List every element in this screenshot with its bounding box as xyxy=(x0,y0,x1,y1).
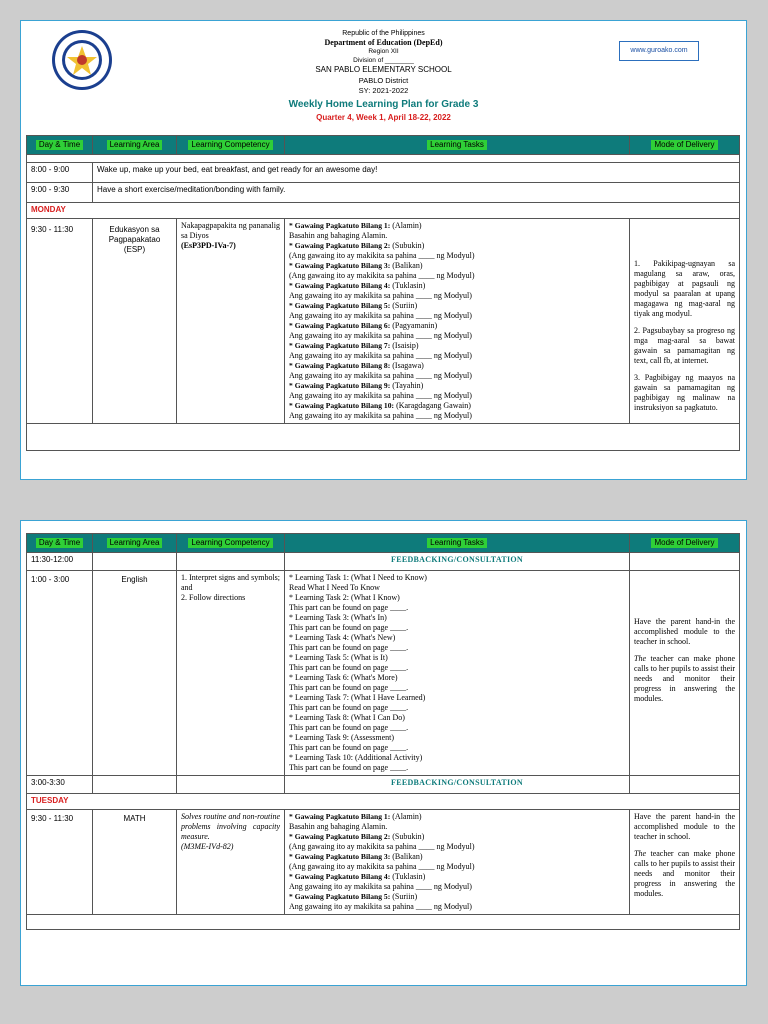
time-cell: 9:30 - 11:30 xyxy=(27,810,93,915)
task-line: This part can be found on page ____. xyxy=(289,763,409,772)
task-line: * Gawaing Pagkatuto Bilang 2: (Subukin) xyxy=(289,241,425,250)
table-row xyxy=(27,163,740,183)
col-learning-tasks: Learning Tasks xyxy=(427,538,487,548)
tasks-cell xyxy=(285,571,630,776)
day-row-monday xyxy=(27,203,740,219)
time-cell: 8:00 - 9:00 xyxy=(27,163,93,183)
plan-table-1 xyxy=(26,135,740,451)
task-line: * Gawaing Pagkatuto Bilang 7: (Isaisip) xyxy=(289,341,419,350)
col-learning-competency: Learning Competency xyxy=(188,538,272,548)
day-row-tuesday xyxy=(27,794,740,810)
feedback-label: FEEDBACKING/CONSULTATION xyxy=(285,553,630,571)
task-line: This part can be found on page ____. xyxy=(289,663,409,672)
competency-text: Nakapagpapakita ng pananalig sa Diyos xyxy=(181,221,280,240)
activity-cell: Have a short exercise/meditation/bonding with family. xyxy=(93,183,740,203)
competency-cell xyxy=(177,219,285,424)
competency-text: Solves routine and non-routine problems involving capacity measure. xyxy=(181,812,280,841)
delivery-text: The teacher can make phone calls to her pupils to assist their needs and monitor their progress in answering the modules. xyxy=(634,654,735,703)
task-line: * Learning Task 4: (What's New) xyxy=(289,633,396,642)
table-row xyxy=(27,810,740,915)
delivery-cell xyxy=(630,219,740,424)
competency-text: 1. Interpret signs and symbols; and xyxy=(181,573,280,592)
col-learning-area: Learning Area xyxy=(107,140,163,150)
col-day-time: Day & Time xyxy=(36,140,83,150)
website-link[interactable]: www.guroako.com xyxy=(619,41,699,61)
page-1 xyxy=(20,20,747,480)
task-line: (Ang gawaing ito ay makikita sa pahina ____ ng Modyul) xyxy=(289,251,475,260)
task-line: * Gawaing Pagkatuto Bilang 3: (Balikan) xyxy=(289,852,423,861)
task-line: This part can be found on page ____. xyxy=(289,683,409,692)
district-text: PABLO District xyxy=(358,75,409,85)
competency-code: (EsP3PD-IVa-7) xyxy=(181,241,236,250)
table-row xyxy=(27,571,740,776)
competency-code: (M3ME-IVd-82) xyxy=(181,842,234,851)
task-line: * Gawaing Pagkatuto Bilang 5: (Suriin) xyxy=(289,892,418,901)
task-line: * Learning Task 9: (Assessment) xyxy=(289,733,395,742)
task-line: Ang gawaing ito ay makikita sa pahina ____ ng Modyul) xyxy=(289,411,472,420)
page-subtitle: Quarter 4, Week 1, April 18-22, 2022 xyxy=(316,113,451,123)
area-cell: English xyxy=(93,571,177,776)
republic-text: Republic of the Philippines xyxy=(342,30,425,37)
delivery-text: 3. Pagbibigay ng maayos na gawain sa pamamagitan ng pagbibigay ng malinaw na instruksiyon sa pagkatuto. xyxy=(634,373,735,412)
task-line: * Gawaing Pagkatuto Bilang 1: (Alamin) xyxy=(289,221,422,230)
delivery-text: Have the parent hand-in the accomplished module to the teacher in school. xyxy=(634,617,735,646)
task-line: Basahin ang bahaging Alamin. xyxy=(289,822,388,831)
task-line: Ang gawaing ito ay makikita sa pahina ____ ng Modyul) xyxy=(289,311,472,320)
page-2 xyxy=(20,520,747,986)
delivery-text: The teacher can make phone calls to her pupils to assist their needs and monitor their progress in answering the modules. xyxy=(634,849,735,898)
task-line: This part can be found on page ____. xyxy=(289,703,409,712)
delivery-cell xyxy=(630,810,740,915)
time-cell: 1:00 - 3:00 xyxy=(27,571,93,776)
table-row xyxy=(27,219,740,424)
day-label: MONDAY xyxy=(27,203,740,219)
task-line: Read What I Need To Know xyxy=(289,583,380,592)
task-line: Ang gawaing ito ay makikita sa pahina ____ ng Modyul) xyxy=(289,291,472,300)
task-line: * Gawaing Pagkatuto Bilang 3: (Balikan) xyxy=(289,261,423,270)
task-line: * Learning Task 3: (What's In) xyxy=(289,613,387,622)
task-line: This part can be found on page ____. xyxy=(289,643,409,652)
task-line: Ang gawaing ito ay makikita sa pahina ____ ng Modyul) xyxy=(289,882,472,891)
day-label: TUESDAY xyxy=(27,794,740,810)
task-line: Basahin ang bahaging Alamin. xyxy=(289,231,388,240)
task-line: * Gawaing Pagkatuto Bilang 5: (Suriin) xyxy=(289,301,418,310)
tasks-cell xyxy=(285,219,630,424)
feedback-label: FEEDBACKING/CONSULTATION xyxy=(285,776,630,794)
task-line: * Gawaing Pagkatuto Bilang 4: (Tuklasin) xyxy=(289,872,426,881)
time-cell: 9:00 - 9:30 xyxy=(27,183,93,203)
table-row xyxy=(27,776,740,794)
delivery-text: 1. Pakikipag-ugnayan sa magulang sa araw, oras, pagbibigay at pagsauli ng modyul sa paaralan at upang magagawa ng mag-aaral ng tiyak ang modyul. xyxy=(634,259,735,318)
task-line: * Learning Task 1: (What I Need to Know) xyxy=(289,573,427,582)
task-line: This part can be found on page ____. xyxy=(289,623,409,632)
task-line: (Ang gawaing ito ay makikita sa pahina ____ ng Modyul) xyxy=(289,271,475,280)
task-line: * Gawaing Pagkatuto Bilang 4: (Tuklasin) xyxy=(289,281,426,290)
col-learning-competency: Learning Competency xyxy=(188,140,272,150)
time-cell: 3:00-3:30 xyxy=(27,776,93,794)
task-line: * Gawaing Pagkatuto Bilang 1: (Alamin) xyxy=(289,812,422,821)
task-line: * Gawaing Pagkatuto Bilang 10: (Karagdagang Gawain) xyxy=(289,401,471,410)
task-line: * Gawaing Pagkatuto Bilang 9: (Tayahin) xyxy=(289,381,424,390)
time-cell: 9:30 - 11:30 xyxy=(27,219,93,424)
department-text: Department of Education (DepEd) xyxy=(324,38,443,48)
school-year: SY: 2021-2022 xyxy=(358,85,409,95)
task-line: (Ang gawaing ito ay makikita sa pahina ____ ng Modyul) xyxy=(289,842,475,851)
task-line: * Learning Task 10: (Additional Activity) xyxy=(289,753,423,762)
delivery-text: 2. Pagsubaybay sa progreso ng mga mag-aaral sa bawat gawain sa pamamagitan ng text, call fb, at internet. xyxy=(634,326,735,365)
table-header xyxy=(27,534,740,553)
time-cell: 11:30-12:00 xyxy=(27,553,93,571)
plan-table-2 xyxy=(26,533,740,930)
table-row xyxy=(27,553,740,571)
competency-text: 2. Follow directions xyxy=(181,593,246,602)
task-line: * Learning Task 6: (What's More) xyxy=(289,673,398,682)
area-cell: Edukasyon sa Pagpapakatao (ESP) xyxy=(93,219,177,424)
col-mode-of-delivery: Mode of Delivery xyxy=(651,140,717,150)
task-line: Ang gawaing ito ay makikita sa pahina ____ ng Modyul) xyxy=(289,902,472,911)
task-line: * Learning Task 8: (What I Can Do) xyxy=(289,713,405,722)
task-line: Ang gawaing ito ay makikita sa pahina ____ ng Modyul) xyxy=(289,371,472,380)
tasks-cell xyxy=(285,810,630,915)
area-cell: MATH xyxy=(93,810,177,915)
col-learning-tasks: Learning Tasks xyxy=(427,140,487,150)
task-line: Ang gawaing ito ay makikita sa pahina ____ ng Modyul) xyxy=(289,331,472,340)
task-line: * Learning Task 5: (What is It) xyxy=(289,653,388,662)
task-line: (Ang gawaing ito ay makikita sa pahina ____ ng Modyul) xyxy=(289,862,475,871)
competency-cell xyxy=(177,810,285,915)
school-name: SAN PABLO ELEMENTARY SCHOOL xyxy=(315,65,452,75)
task-line: This part can be found on page ____. xyxy=(289,603,409,612)
task-line: * Learning Task 2: (What I Know) xyxy=(289,593,400,602)
table-row xyxy=(27,183,740,203)
task-line: * Learning Task 7: (What I Have Learned) xyxy=(289,693,426,702)
task-line: * Gawaing Pagkatuto Bilang 8: (Isagawa) xyxy=(289,361,424,370)
task-line: Ang gawaing ito ay makikita sa pahina ____ ng Modyul) xyxy=(289,351,472,360)
col-learning-area: Learning Area xyxy=(107,538,163,548)
delivery-cell xyxy=(630,571,740,776)
task-line: Ang gawaing ito ay makikita sa pahina ____ ng Modyul) xyxy=(289,391,472,400)
page-title: Weekly Home Learning Plan for Grade 3 xyxy=(288,99,479,111)
activity-cell: Wake up, make up your bed, eat breakfast, and get ready for an awesome day! xyxy=(93,163,740,183)
task-line: * Gawaing Pagkatuto Bilang 2: (Subukin) xyxy=(289,832,425,841)
region-text: Region XII xyxy=(368,48,399,56)
task-line: This part can be found on page ____. xyxy=(289,723,409,732)
task-line: This part can be found on page ____. xyxy=(289,743,409,752)
competency-cell xyxy=(177,571,285,776)
delivery-text: Have the parent hand-in the accomplished module to the teacher in school. xyxy=(634,812,735,841)
division-text: Division of ________ xyxy=(353,56,414,64)
table-header xyxy=(27,136,740,155)
task-line: * Gawaing Pagkatuto Bilang 6: (Pagyamanin) xyxy=(289,321,438,330)
col-day-time: Day & Time xyxy=(36,538,83,548)
col-mode-of-delivery: Mode of Delivery xyxy=(651,538,717,548)
